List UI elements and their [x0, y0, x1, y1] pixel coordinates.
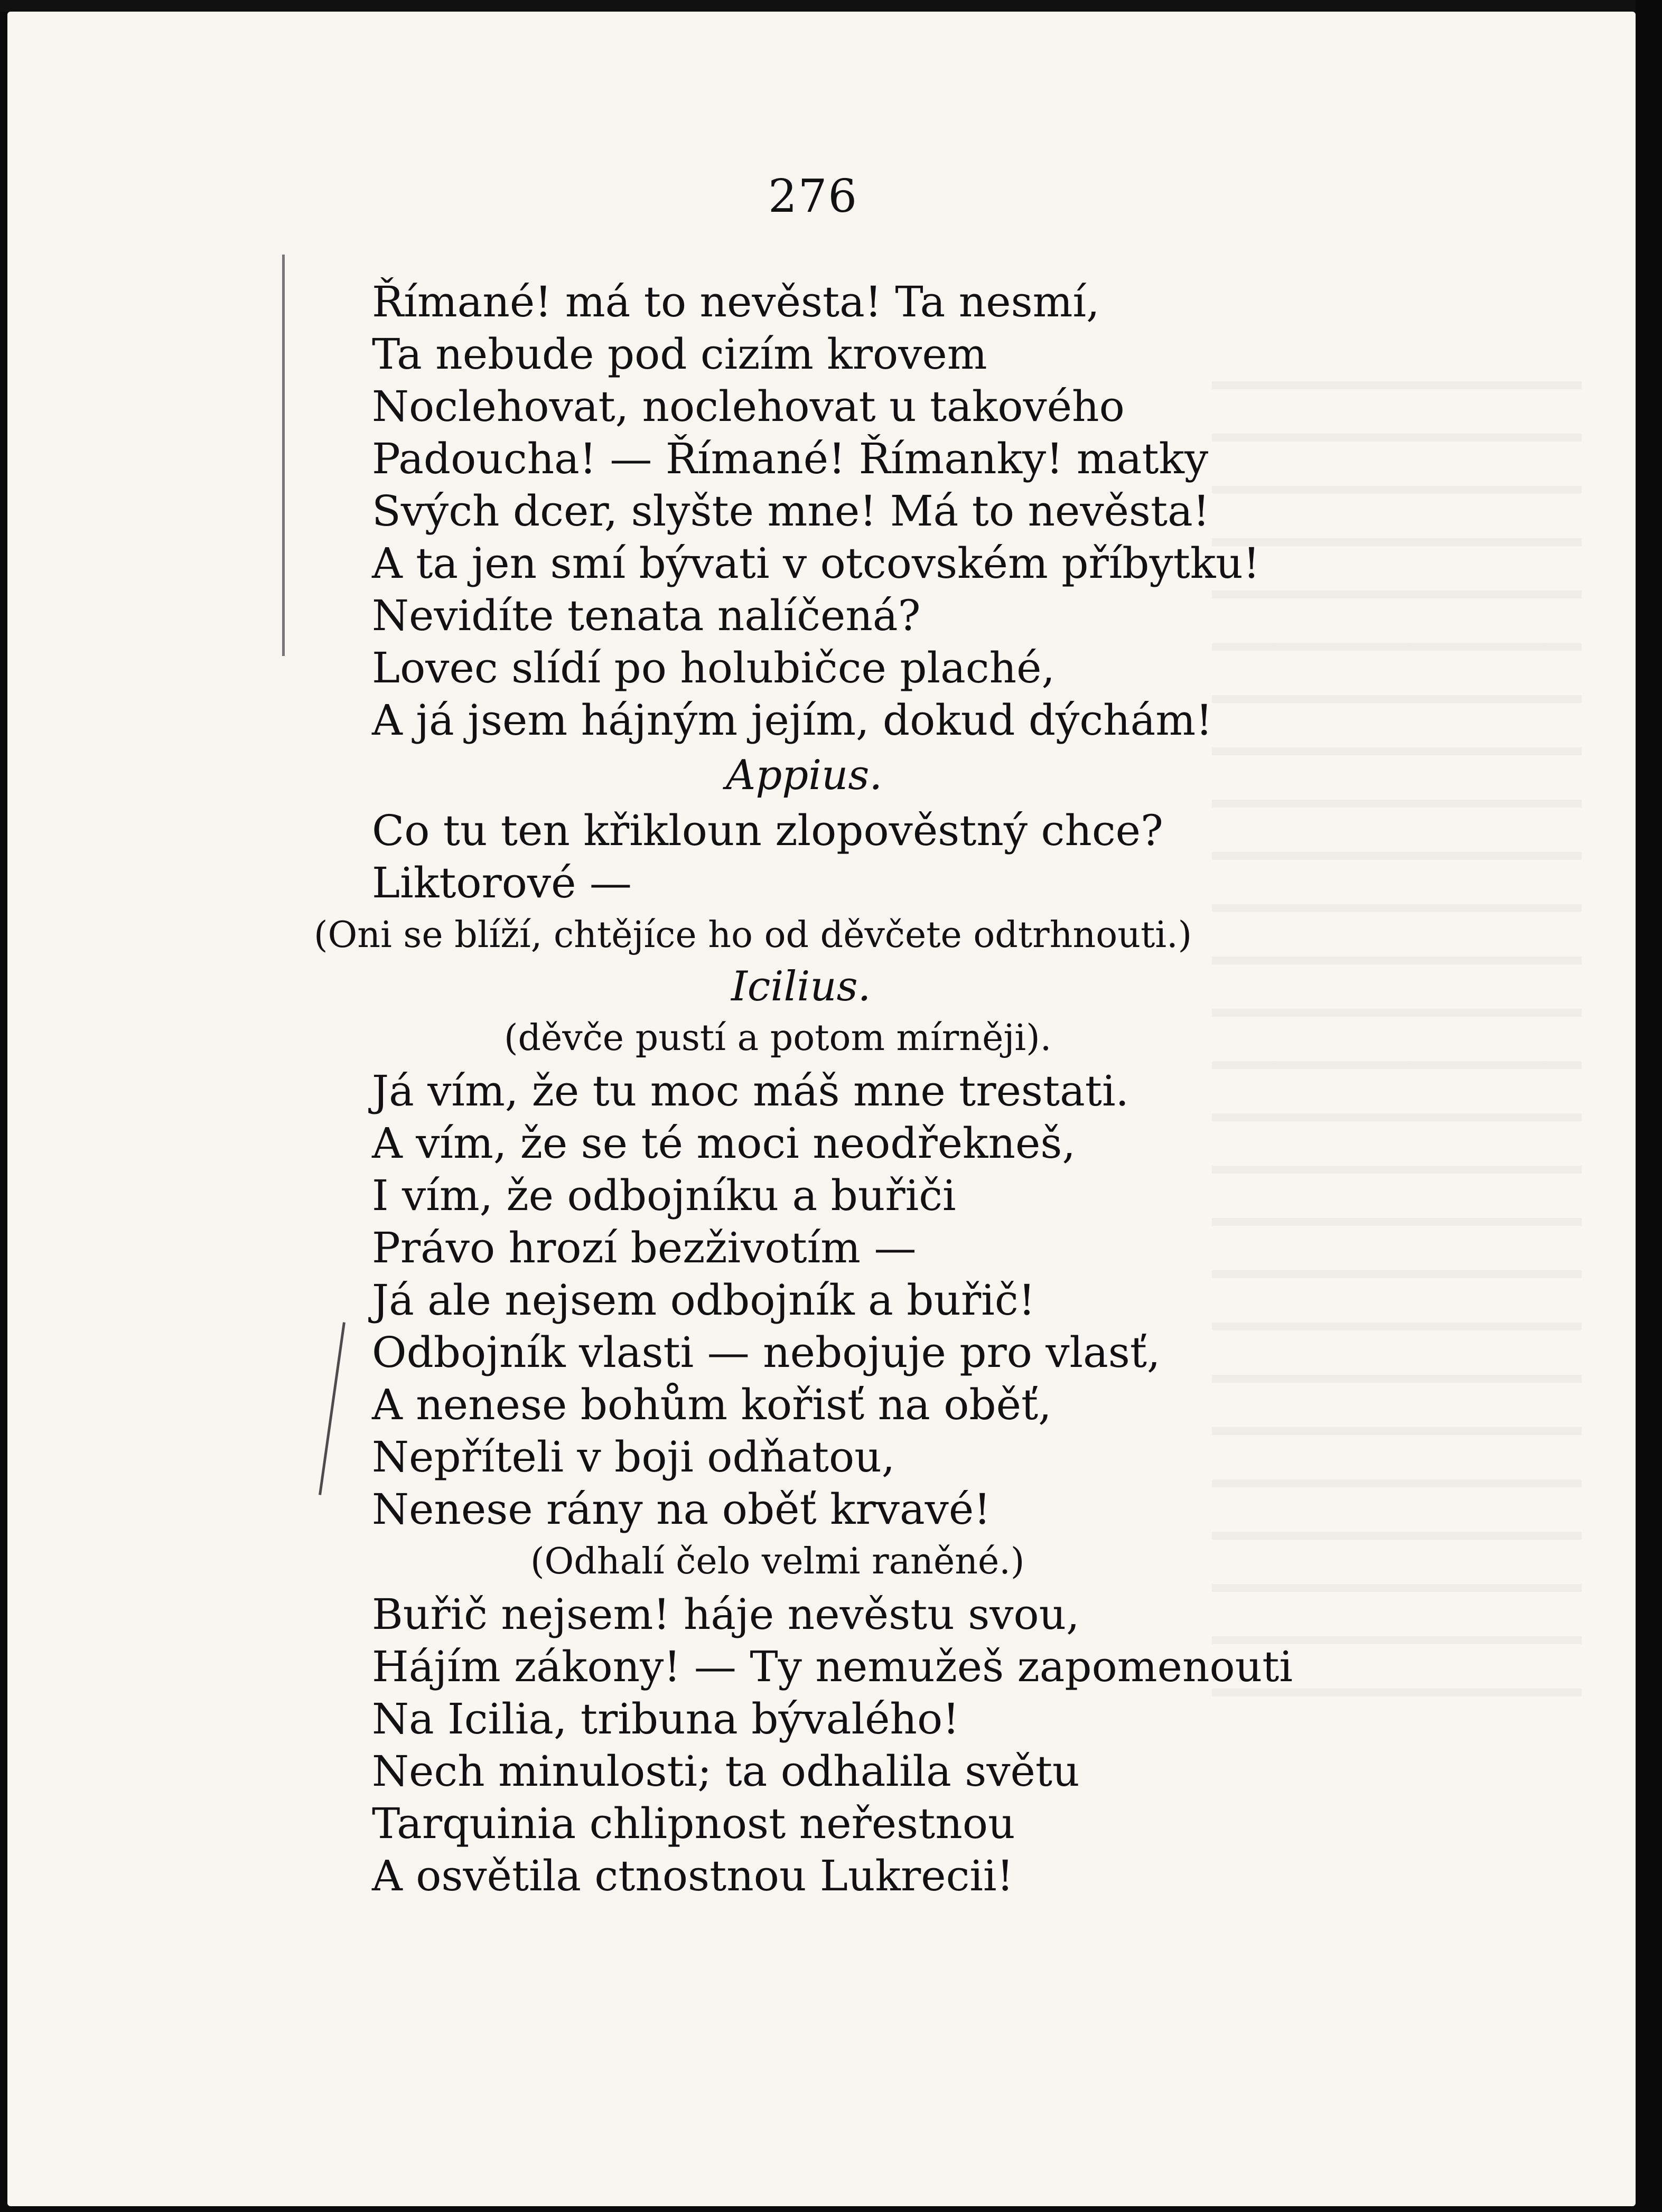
verse-line: Ta nebude pod cizím krovem	[372, 330, 987, 379]
speaker-name-appius: Appius.	[726, 752, 883, 799]
verse-line: A já jsem hájným jejím, dokud dýchám!	[372, 696, 1213, 745]
verse-line: Noclehovat, noclehovat u takového	[372, 382, 1125, 431]
verse-line: Nevidíte tenata nalíčená?	[372, 591, 921, 640]
speech-icilius-1	[372, 1065, 1376, 1535]
scan-border-right	[1636, 0, 1662, 2212]
verse-line: A nenese bohům kořisť na oběť,	[372, 1380, 1052, 1429]
verse-line: Nenese rány na oběť krvavé!	[372, 1485, 991, 1534]
verse-line: A ta jen smí bývati v otcovském příbytku!	[372, 539, 1260, 588]
verse-line: Liktorové —	[372, 858, 632, 907]
verse-line: Hájím zákony! — Ty nemužeš zapomenouti	[372, 1642, 1293, 1691]
verse-line: Padoucha! — Římané! Římanky! matky	[372, 434, 1209, 483]
speech-icilius-2	[372, 1588, 1376, 1902]
stage-direction: (Odhalí čelo velmi raněné.)	[530, 1541, 1025, 1582]
verse-line: Lovec slídí po holubičce plaché,	[372, 643, 1055, 692]
verse-line: Nech minulosti; ta odhalila světu	[372, 1747, 1080, 1796]
stage-direction: (Oni se blíží, chtějíce ho od děvčete odtrhnouti.)	[314, 914, 1192, 956]
verse-line: Buřič nejsem! háje nevěstu svou,	[372, 1590, 1080, 1639]
verse-line: A osvětila ctnostnou Lukrecii!	[372, 1851, 1014, 1900]
page-number: 276	[768, 170, 858, 223]
verse-line: Co tu ten křikloun zlopověstný chce?	[372, 806, 1163, 855]
verse-line: Odbojník vlasti — nebojuje pro vlasť,	[372, 1328, 1161, 1377]
speaker-name-icilius: Icilius.	[731, 963, 871, 1010]
scan-border-top	[0, 0, 1662, 12]
verse-line: Na Icilia, tribuna bývalého!	[372, 1694, 960, 1744]
verse-line: Římané! má to nevěsta! Ta nesmí,	[372, 277, 1100, 326]
margin-mark-upper	[282, 255, 285, 656]
stage-direction: (děvče pustí a potom mírněji).	[504, 1017, 1052, 1059]
verse-line: Právo hrozí bezživotím —	[372, 1223, 917, 1272]
verse-line: Já vím, že tu moc máš mne trestati.	[372, 1066, 1129, 1116]
margin-mark-lower	[319, 1322, 346, 1495]
verse-line: Svých dcer, slyšte mne! Má to nevěsta!	[372, 486, 1210, 536]
verse-line: Tarquinia chlipnost neřestnou	[372, 1799, 1015, 1848]
verse-line: I vím, že odbojníku a buřiči	[372, 1171, 956, 1220]
verse-line: Nepříteli v boji odňatou,	[372, 1432, 895, 1482]
verse-line: A vím, že se té moci neodřekneš,	[372, 1119, 1076, 1168]
verse-text	[314, 276, 1376, 1902]
speech-appius	[372, 804, 1376, 909]
verse-line: Já ale nejsem odbojník a buřič!	[372, 1276, 1035, 1325]
book-page	[7, 12, 1636, 2206]
speech-part-1	[372, 276, 1376, 746]
